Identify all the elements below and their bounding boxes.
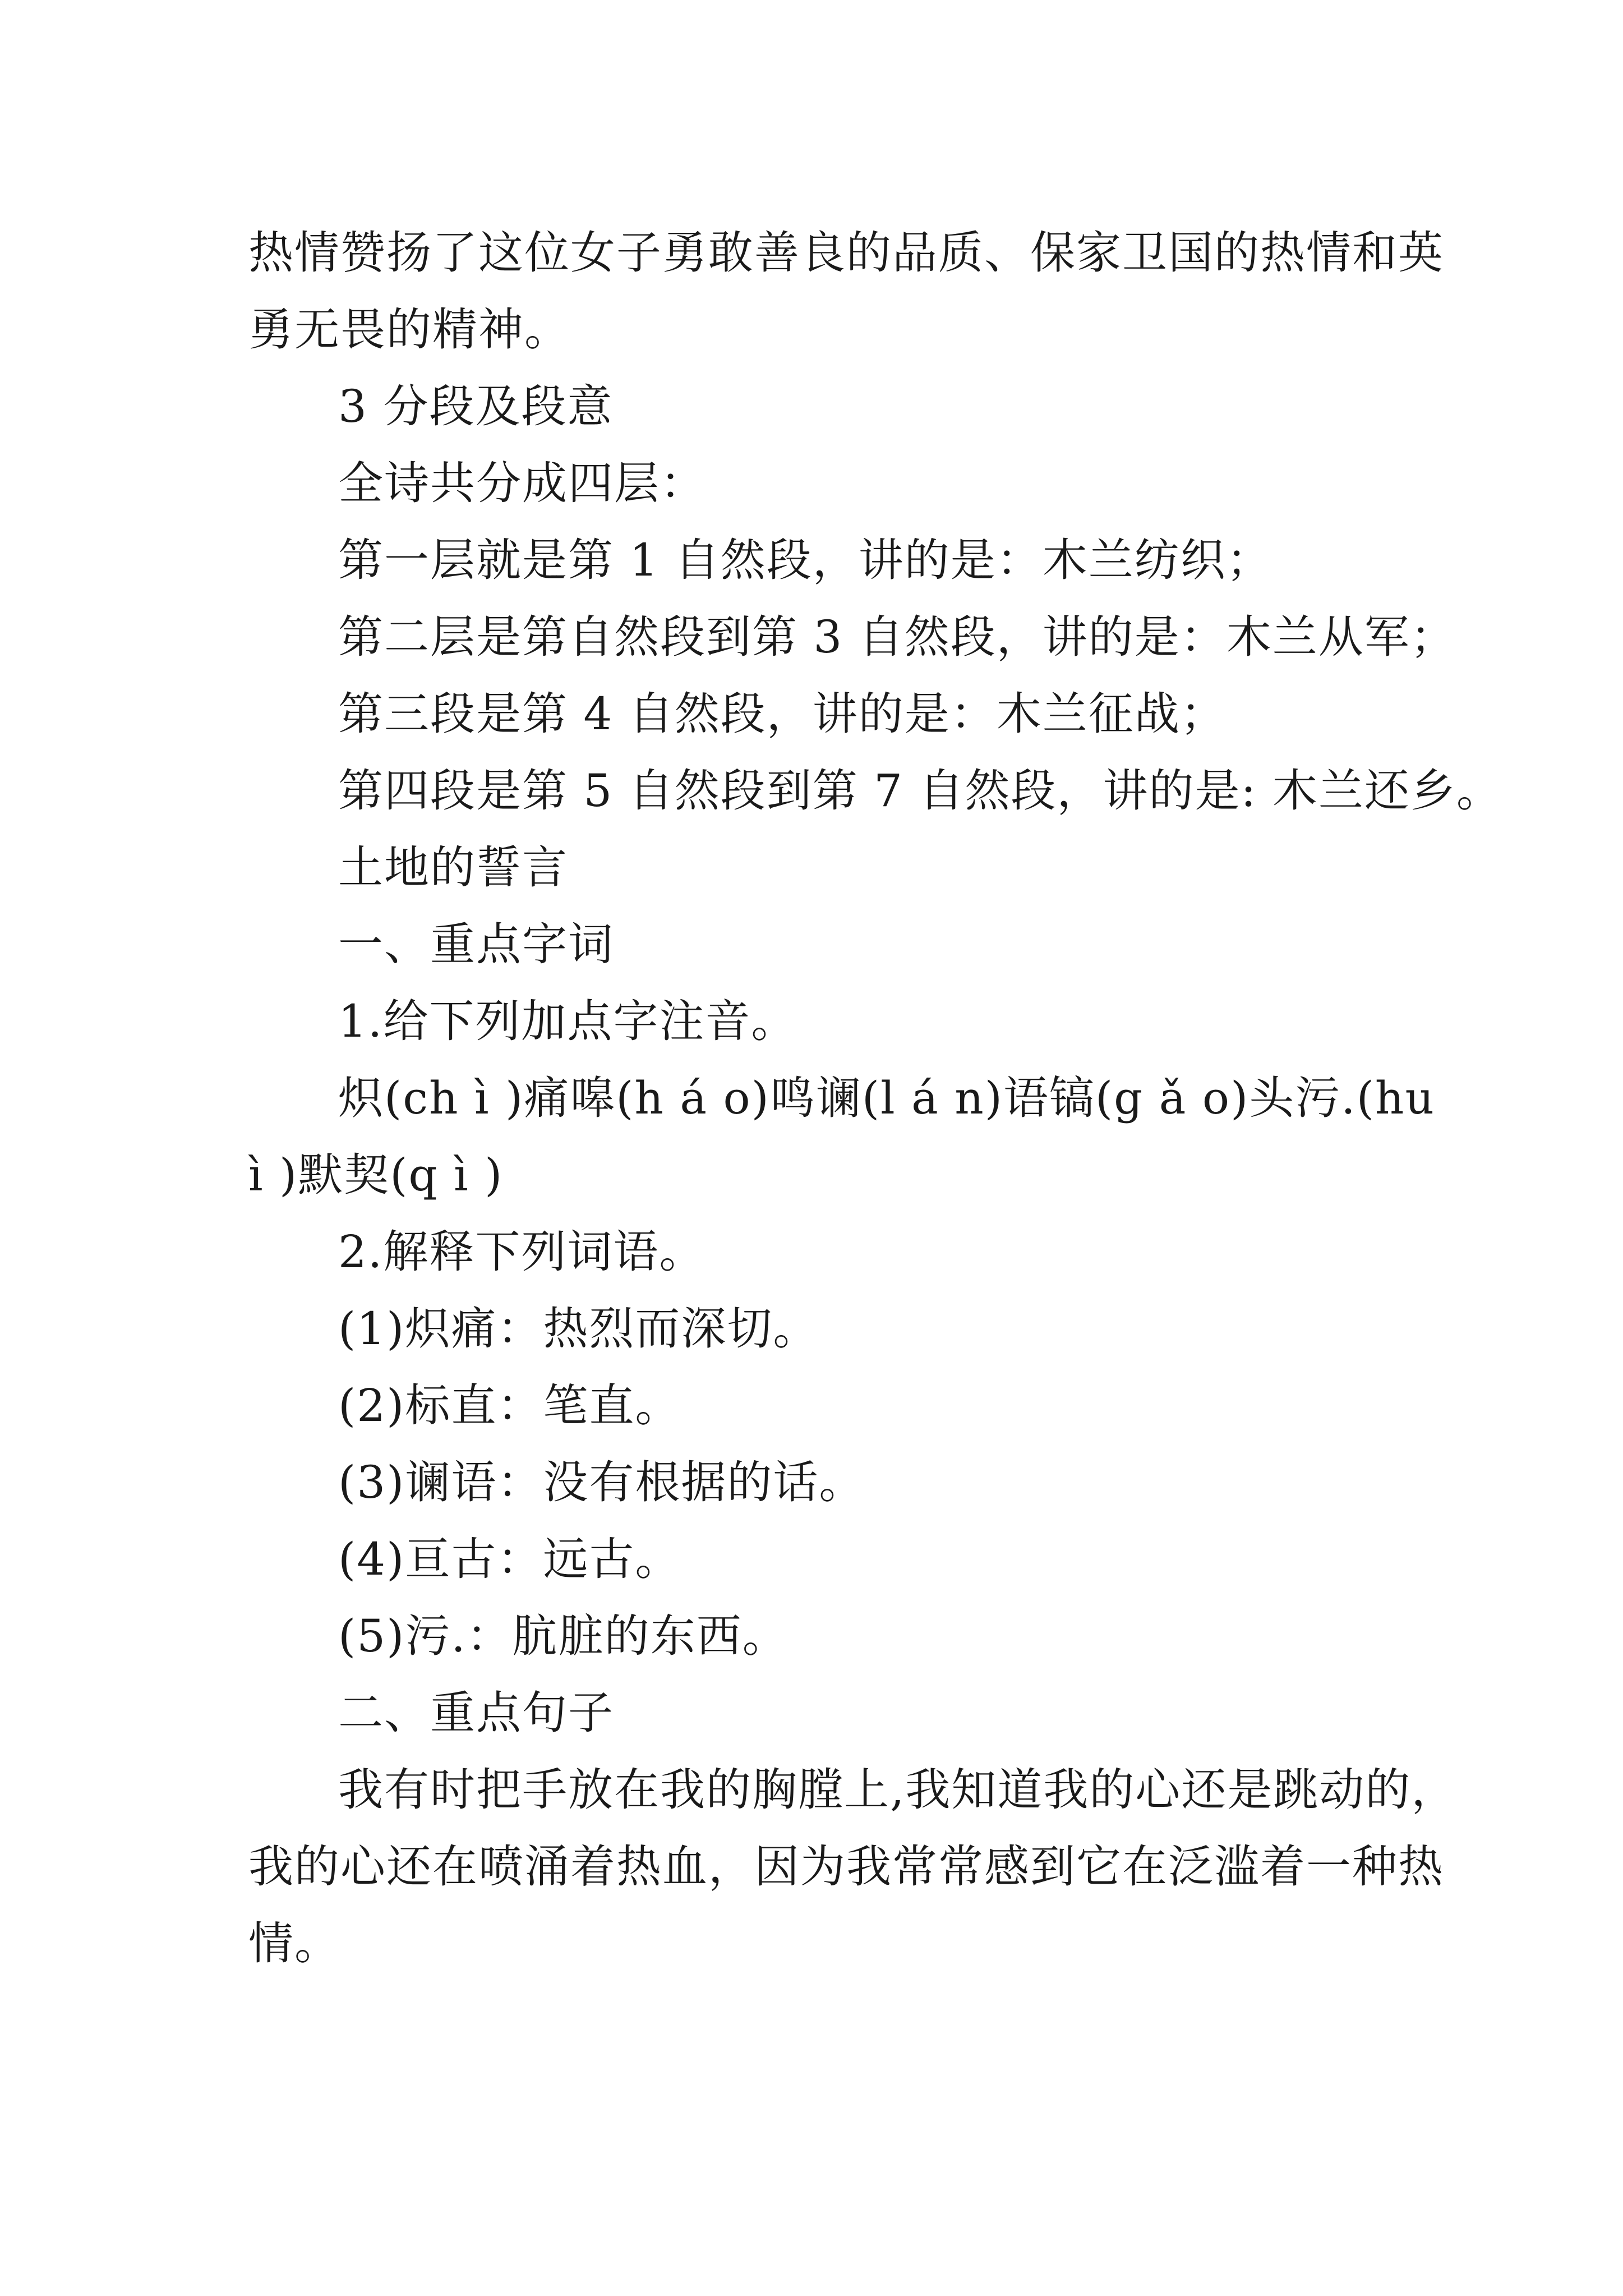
- section-heading: 二、重点句子: [338, 1687, 614, 1739]
- definition-item: (5)污.：肮脏的东西。: [338, 1610, 789, 1662]
- section-heading: 3 分段及段意: [338, 380, 614, 432]
- text-line: ì )默契(q ì ): [248, 1149, 504, 1201]
- definition-item: (1)炽痛：热烈而深切。: [338, 1303, 819, 1355]
- text-line: 第三段是第 4 自然段，讲的是：木兰征战；: [338, 688, 1227, 740]
- definition-item: (2)标直：笔直。: [338, 1379, 681, 1432]
- text-line: 第四段是第 5 自然段到第 7 自然段，讲的是: 木兰还乡。: [338, 765, 1502, 817]
- question-heading: 1.给下列加点字注音。: [338, 995, 797, 1047]
- text-line: 全诗共分成四层：: [338, 457, 706, 509]
- text-line: 我有时把手放在我的胸膛上,我知道我的心还是跳动的，: [338, 1764, 1458, 1816]
- definition-item: (4)亘古：远古。: [338, 1533, 681, 1585]
- question-heading: 2.解释下列词语。: [338, 1226, 706, 1278]
- text-line: 我的心还在喷涌着热血，因为我常常感到它在泛滥着一种热: [248, 1841, 1444, 1893]
- text-line: 情。: [248, 1917, 340, 1970]
- text-line: 第一层就是第 1 自然段，讲的是：木兰纺织；: [338, 534, 1272, 586]
- document-body: [248, 214, 1502, 1982]
- section-heading: 一、重点字词: [338, 918, 614, 970]
- text-line: 勇无畏的精神。: [248, 303, 570, 356]
- article-title: 土地的誓言: [338, 841, 568, 894]
- text-line: 热情赞扬了这位女子勇敢善良的品质、保家卫国的热情和英: [248, 227, 1444, 279]
- definition-item: (3)谰语：没有根据的话。: [338, 1456, 865, 1508]
- text-line: 炽(ch ì )痛嗥(h á o)鸣谰(l á n)语镐(g ǎ o)头污.(hu: [338, 1072, 1435, 1124]
- text-line: 第二层是第自然段到第 3 自然段，讲的是：木兰从军；: [338, 611, 1456, 663]
